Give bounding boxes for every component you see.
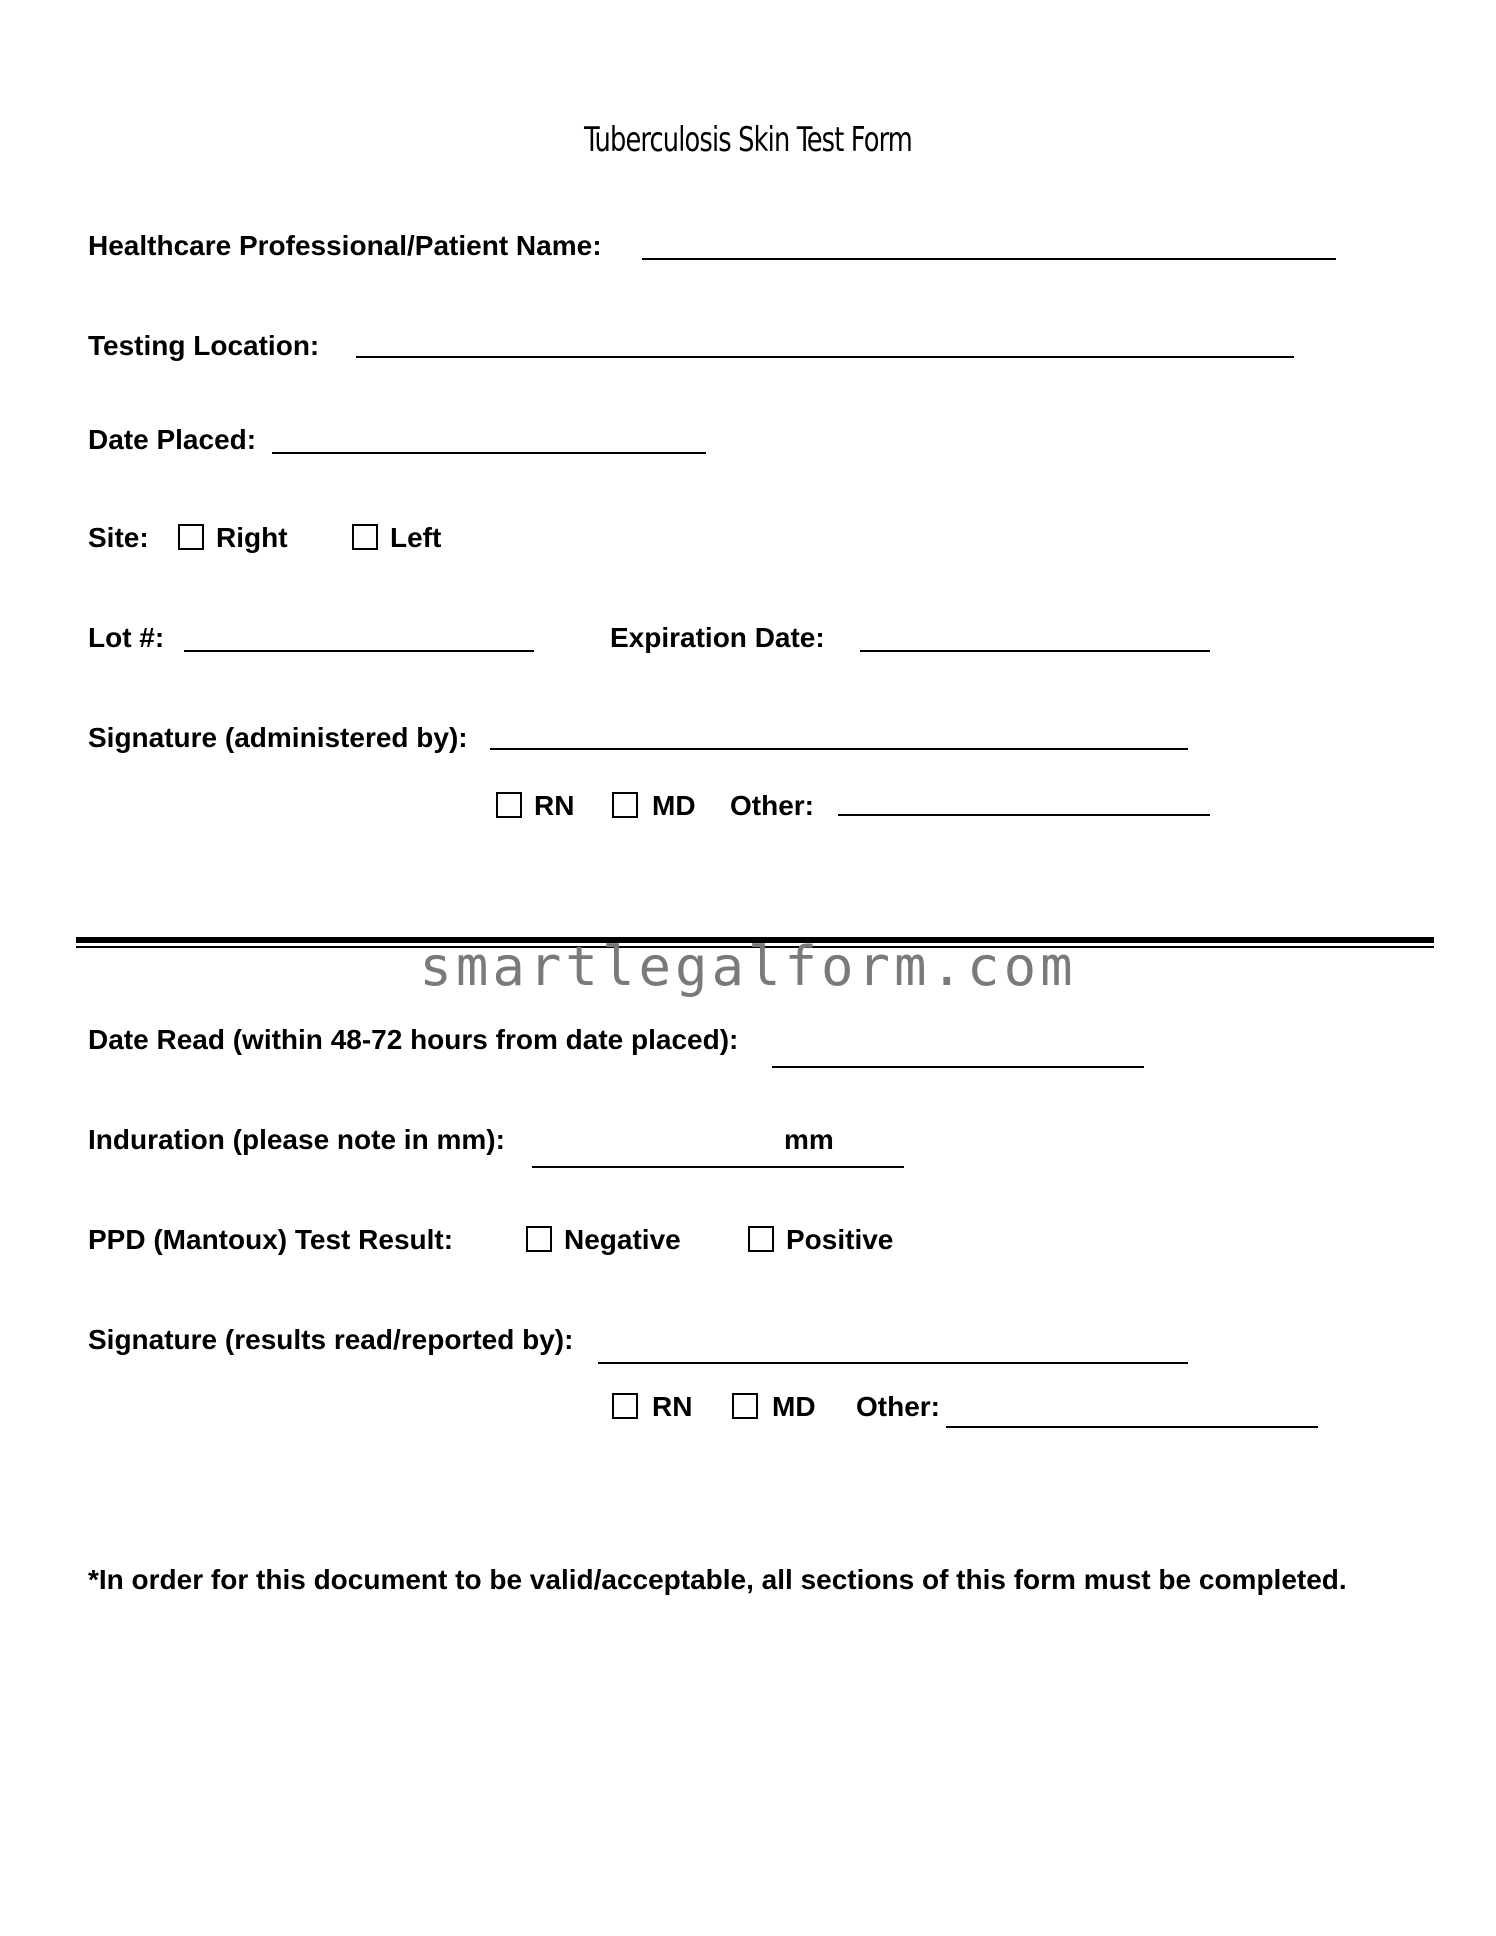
reader-signature-label: Signature (results read/reported by): (88, 1324, 574, 1355)
date-placed-label: Date Placed: (88, 424, 257, 455)
reader-signature-field[interactable] (598, 1362, 1188, 1364)
induration-field[interactable] (532, 1166, 904, 1168)
site-left-label: Left (390, 522, 442, 553)
expiration-date-field[interactable] (860, 650, 1210, 652)
administered-rn-checkbox[interactable] (496, 792, 522, 818)
name-label: Healthcare Professional/Patient Name: (88, 230, 602, 261)
result-negative-label: Negative (564, 1224, 681, 1255)
result-negative-checkbox[interactable] (526, 1226, 552, 1252)
date-placed-field[interactable] (272, 452, 706, 454)
date-read-field[interactable] (772, 1066, 1144, 1068)
result-positive-checkbox[interactable] (748, 1226, 774, 1252)
administered-rn-label: RN (534, 790, 575, 821)
site-left-checkbox[interactable] (352, 524, 378, 550)
reader-other-label: Other: (856, 1391, 940, 1422)
site-right-label: Right (216, 522, 288, 553)
administered-md-checkbox[interactable] (612, 792, 638, 818)
site-label: Site: (88, 522, 149, 553)
lot-number-field[interactable] (184, 650, 534, 652)
administered-other-label: Other: (730, 790, 814, 821)
testing-location-label: Testing Location: (88, 330, 320, 361)
site-right-checkbox[interactable] (178, 524, 204, 550)
reader-other-field[interactable] (946, 1426, 1318, 1428)
reader-md-label: MD (772, 1391, 816, 1422)
validity-note: *In order for this document to be valid/acceptable, all sections of this form must be completed. (88, 1564, 1347, 1595)
result-positive-label: Positive (786, 1224, 894, 1255)
reader-rn-label: RN (652, 1391, 693, 1422)
watermark: smartlegalform.com (419, 935, 1077, 998)
form-title: Tuberculosis Skin Test Form (584, 120, 912, 160)
reader-rn-checkbox[interactable] (612, 1393, 638, 1419)
administered-md-label: MD (652, 790, 696, 821)
test-result-label: PPD (Mantoux) Test Result: (88, 1224, 454, 1255)
administered-other-field[interactable] (838, 814, 1210, 816)
expiration-date-label: Expiration Date: (610, 622, 825, 653)
name-field[interactable] (642, 258, 1336, 260)
administered-signature-field[interactable] (490, 748, 1188, 750)
testing-location-field[interactable] (356, 356, 1294, 358)
reader-md-checkbox[interactable] (732, 1393, 758, 1419)
lot-number-label: Lot #: (88, 622, 165, 653)
induration-label: Induration (please note in mm): (88, 1124, 505, 1155)
date-read-label: Date Read (within 48-72 hours from date placed): (88, 1024, 739, 1055)
induration-unit: mm (784, 1124, 834, 1155)
administered-signature-label: Signature (administered by): (88, 722, 468, 753)
